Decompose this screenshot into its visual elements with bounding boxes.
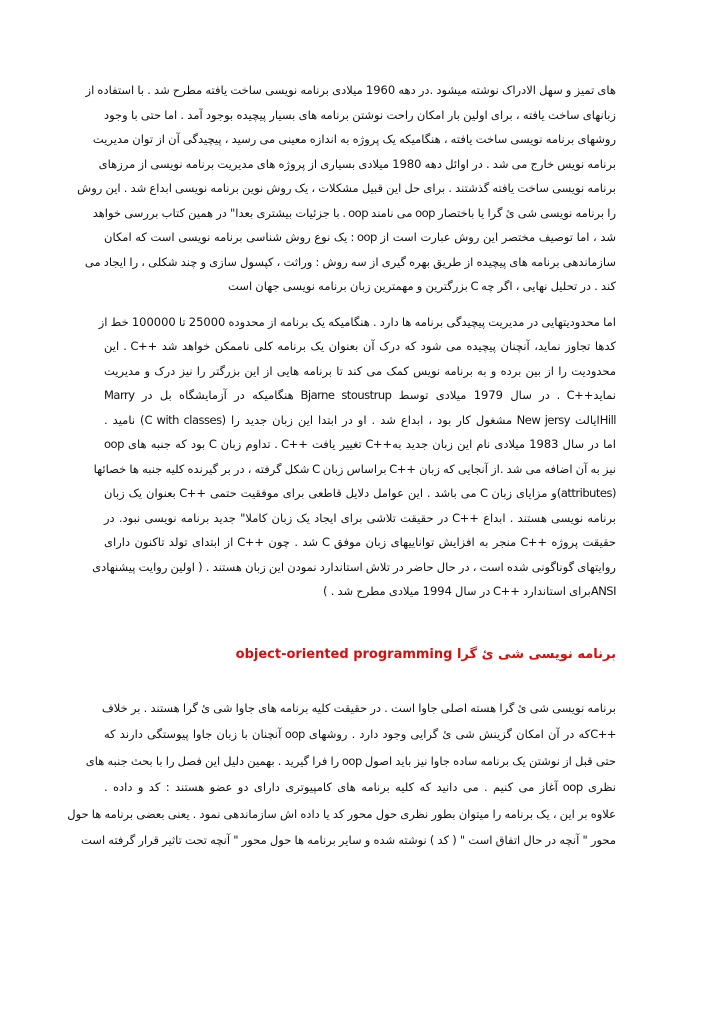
text-line: روایتهای گوناگونی شده است ، در حال حاضر در تلاش استاندارد نمودن این زبان هستند . ( اولین روایت پیشنهادی <box>92 559 616 574</box>
text-line: ANSIبرای استاندارد ++C در سال 1994 میلادی مطرح شد . ) <box>323 584 616 598</box>
text-line: کدها تجاوز نماید، آنچنان پیچیده می شود که درک آن بعنوان یک برنامه کلی ناممکن خواهد شد ++C . این <box>104 339 616 353</box>
paragraph-structured-programming-history <box>77 78 616 299</box>
text-line: اما محدودیتهایی در مدیریت پیچیدگی برنامه ها دارد . هنگامیکه یک برنامه از محدوده 25000 تا 100000 خط از <box>98 314 616 329</box>
text-line: نظری oop آغاز می کنیم . می دانید که کلیه برنامه های کامپیوتری دارای دو عضو هستند : کد و داده . <box>104 780 617 794</box>
document-page <box>67 78 617 854</box>
text-line: نماید++C . در سال 1979 میلادی توسط Bjarne stoustrup هنگامیکه در آزمایشگاه بل در Marry <box>104 388 617 402</box>
text-line: اما در سال 1983 میلادی نام این زبان جدید به++C تغییر یافت ++C . تداوم زبان C بود که جنبه های oop <box>104 437 617 451</box>
text-line: برنامه نویسی ساخت یافته گذشتند . برای حل این قبیل مشکلات ، یک روش نوین برنامه نویسی ابداع شد . این روش <box>77 181 616 195</box>
text-line: برنامه نویس خارج می شد . در اوائل دهه 1980 میلادی بسیاری از پروژه های مدیریت برنامه نویسی از مرزهای <box>98 156 616 171</box>
text-line: Hillایالت New jersy مشغول کار بود ، ابداع شد . او در ابتدا این زبان جدید را (C with classes) نامید . <box>104 412 616 427</box>
paragraph-cpp-history <box>92 310 617 604</box>
text-line: برنامه نویسی هستند . ابداع ++C در حقیقت تلاشی برای ایجاد یک زبان کاملا" جدید برنامه نویسی نبود. در <box>104 510 616 525</box>
text-line: محدودیت را از بین برده و به برنامه نویس کمک می کند تا برنامه هایی از این بزرگتر را نیز درک و مدیریت <box>104 363 616 378</box>
text-line: نیز به آن اضافه می شد .از آنجایی که زبان ++C براساس زبان C شکل گرفته ، در بر گیرنده کلیه جنبه ها خصائها <box>93 461 616 476</box>
text-line: های تمیز و سهل الادراک نوشته میشود .در دهه 1960 میلادی برنامه نویسی ساخت یافته مطرح شد . با استفاده از <box>85 83 616 97</box>
text-line: محور " آنچه در حال اتفاق است " ( کد ) نوشته شده و سایر برنامه ها حول محور " آنچه تحت تاثیر قرار گرفته است <box>81 833 616 847</box>
text-line: حتی قبل از نوشتن یک برنامه ساده جاوا نیز باید اصول oop را فرا گیرید . بهمین دلیل این فصل را با بحث جنبه های <box>85 753 616 768</box>
text-line: را برنامه نویسی شی ئ گرا یا باختصار oop می نامند oop . با جزئیات بیشتری بعدا" در همین کتاب بررسی خواهد <box>92 205 616 220</box>
paragraph-oop-introduction <box>67 695 617 854</box>
text-line: حقیقت پروژه ++C منجر به افزایش تواناییهای زبان موفق C شد . چون ++C از ابتدای تولد تاکنون دارای <box>104 535 616 549</box>
text-line: روشهای برنامه نویسی ساخت یافته ، هنگامیکه یک پروژه به اندازه معینی می رسید ، پیچیدگی آن از توان مدیریت <box>92 132 616 146</box>
text-line: ++Cکه در آن امکان گزینش شی ئ گرایی وجود دارد . روشهای oop آنچنان با زبان جاوا پیوستگی دارند که <box>104 727 616 741</box>
text-line: کند . در تحلیل نهایی ، اگر چه C بزرگترین و مهمترین زبان برنامه نویسی جهان است <box>228 279 616 293</box>
section-heading: برنامه نویسی شی ئ گرا object-oriented programming <box>235 646 616 662</box>
text-line: سازماندهی برنامه های پیچیده از طریق بهره گیری از سه روش : وراثت ، کپسول سازی و چند شکلی ، را ایجاد می <box>84 254 616 269</box>
text-line: شد ، اما توصیف مختصر این روش عبارت است از oop : یک نوع روش شناسی برنامه نویسی است که امکان <box>104 230 616 244</box>
text-line: (attributes)و مزایای زبان C می باشد . این عوامل دلایل قاطعی برای موفقیت حتمی ++C بعنوان یک زبان <box>104 486 616 500</box>
text-line: علاوه بر این ، یک برنامه را میتوان بطور نظری حول محور کد یا داده اش سازماندهی نمود . یعنی بعضی برنامه ها حول <box>67 806 616 821</box>
text-line: زبانهای ساخت یافته ، برای اولین بار امکان راحت نوشتن برنامه های بسیار پیچیده بوجود آمد . اما حتی با وجود <box>104 107 616 122</box>
text-line: برنامه نویسی شی ئ گرا هسته اصلی جاوا است . در حقیقت کلیه برنامه های جاوا شی ئ گرا هستند . بر خلاف <box>101 700 616 715</box>
